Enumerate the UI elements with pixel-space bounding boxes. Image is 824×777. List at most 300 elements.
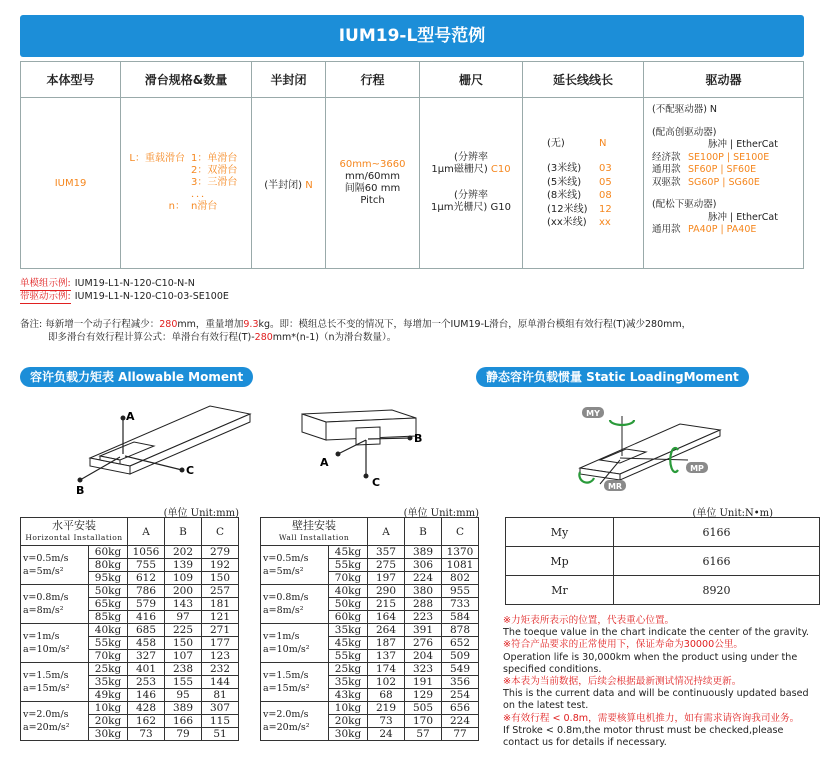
load-cell: 95kg	[89, 572, 128, 585]
moment-value-cell: 164	[368, 611, 405, 624]
model-table	[20, 61, 804, 269]
load-cell: 50kg	[329, 598, 368, 611]
label-c: C	[372, 476, 381, 489]
driver-row-label: 经济款	[652, 151, 681, 163]
load-cell: 25kg	[89, 663, 128, 676]
speed-label: v=0.8m/s	[263, 592, 309, 603]
moment-value-cell: 146	[128, 689, 165, 702]
static-moment-table	[505, 517, 820, 605]
speed-accel-cell	[261, 663, 329, 702]
moment-value-cell: 170	[405, 715, 442, 728]
moment-row	[21, 585, 239, 598]
moment-value-cell: 1370	[442, 546, 479, 559]
load-cell: 45kg	[329, 546, 368, 559]
driver-panasonic-title: (配松下驱动器)	[652, 199, 717, 210]
slide-spec-value: n滑台	[191, 201, 218, 212]
moment-value-cell: 139	[165, 559, 202, 572]
load-cell: 30kg	[329, 728, 368, 741]
load-cell: 70kg	[89, 650, 128, 663]
moment-value-cell: 192	[202, 559, 239, 572]
accel-label: a=10m/s²	[263, 644, 310, 655]
load-cell: 20kg	[89, 715, 128, 728]
slide-spec-line	[125, 201, 247, 213]
slide-spec-key	[125, 189, 191, 201]
scale-label-2b: 1μm光栅尺)	[430, 202, 488, 213]
moment-value-cell: 357	[368, 546, 405, 559]
moment-value-cell: 115	[202, 715, 239, 728]
remark-text-5: mm*(n-1)（n为滑台数量）。	[272, 332, 397, 343]
moment-value-cell: 458	[128, 637, 165, 650]
speed-accel-cell	[21, 546, 89, 585]
speed-label: v=0.8m/s	[23, 592, 69, 603]
extension-row	[547, 162, 643, 176]
moment-value-cell: 191	[405, 676, 442, 689]
moment-row	[261, 663, 479, 676]
label-mp: MP	[690, 464, 704, 473]
label-my: MY	[586, 409, 600, 418]
driver-row-code: SG60P | SG60E	[688, 176, 760, 188]
moment-value-cell: 200	[165, 585, 202, 598]
remark-text-3: kg。即：模组总长不变的情况下，每增加一个IUM19-L滑台，原单滑台模组有效行程(T)减少280mm，	[258, 319, 692, 330]
mode-label: 水平安装	[52, 518, 96, 532]
label-b: B	[76, 484, 85, 497]
example-single-tag: 单模组示例:	[20, 278, 71, 289]
horizontal-unit: (单位 Unit:mm)	[163, 508, 239, 519]
moment-value-cell: 77	[442, 728, 479, 741]
moment-value-cell: 204	[405, 650, 442, 663]
slide-spec-value: ．．．	[191, 189, 211, 200]
extension-label: (5米线)	[547, 176, 582, 188]
driver-row	[652, 224, 803, 237]
moment-value-cell: 73	[128, 728, 165, 741]
moment-value-cell: 121	[202, 611, 239, 624]
speed-accel-cell	[261, 585, 329, 624]
load-cell: 45kg	[329, 637, 368, 650]
static-moment-title: 静态容许负载惯量 Static LoadingMoment	[476, 367, 749, 387]
wall-install-diagram	[298, 400, 448, 500]
extension-row	[547, 203, 643, 217]
moment-value-cell: 181	[202, 598, 239, 611]
moment-value-cell: 97	[165, 611, 202, 624]
remark-text-1: 备注: 每新增一个动子行程减少：	[20, 319, 160, 330]
moment-value-cell: 733	[442, 598, 479, 611]
mode-header	[261, 518, 368, 546]
extension-label: (8米线)	[547, 190, 582, 201]
moment-value-cell: 68	[368, 689, 405, 702]
speed-accel-cell	[21, 663, 89, 702]
slide-spec-cell	[121, 98, 252, 269]
driver-row	[652, 152, 803, 165]
col-header-c: C	[202, 518, 239, 546]
moment-value-cell: 428	[128, 702, 165, 715]
moment-value-cell: 225	[165, 624, 202, 637]
moment-value-cell: 391	[405, 624, 442, 637]
static-label: My	[506, 518, 614, 547]
load-cell: 55kg	[329, 650, 368, 663]
semi-closed-code: N	[305, 179, 313, 191]
moment-row	[21, 663, 239, 676]
horizontal-install-diagram	[70, 400, 260, 500]
load-cell: 65kg	[89, 598, 128, 611]
accel-label: a=8m/s²	[263, 605, 304, 616]
moment-value-cell: 202	[165, 546, 202, 559]
slide-spec-list	[121, 149, 251, 217]
driver-row	[652, 177, 803, 190]
col-header-b: B	[405, 518, 442, 546]
mode-label-en: Horizontal Installation	[25, 532, 123, 542]
moment-value-cell: 356	[442, 676, 479, 689]
header-extension: 延长线线长	[523, 62, 644, 98]
label-a: A	[126, 410, 135, 423]
load-cell: 60kg	[329, 611, 368, 624]
moment-value-cell: 656	[442, 702, 479, 715]
remark	[20, 318, 804, 344]
moment-value-cell: 144	[202, 676, 239, 689]
slide-spec-key: L：重载滑台	[129, 153, 185, 164]
slide-spec-key	[125, 177, 191, 189]
extension-label: (xx米线)	[547, 217, 587, 228]
load-cell: 25kg	[329, 663, 368, 676]
load-cell: 70kg	[329, 572, 368, 585]
moment-value-cell: 253	[128, 676, 165, 689]
moment-value-cell: 238	[165, 663, 202, 676]
driver-cell	[644, 98, 804, 269]
moment-value-cell: 254	[442, 689, 479, 702]
stroke-range: 60mm~3660	[339, 159, 406, 170]
axis-a-line	[338, 440, 366, 454]
speed-label: v=1.5m/s	[263, 670, 309, 681]
load-cell: 35kg	[89, 676, 128, 689]
speed-accel-cell	[21, 624, 89, 663]
moment-row	[21, 546, 239, 559]
driver-gaochuang-head: 脉冲 | EtherCat	[708, 139, 778, 150]
col-header-b: B	[165, 518, 202, 546]
header-semi-closed: 半封闭	[252, 62, 326, 98]
note-line: Operation life is 30,000km when the product using under the specified conditions.	[503, 651, 798, 675]
example-driver-tag: 带驱动示例:	[20, 291, 71, 302]
remark-text-4: 即多滑台有效行程计算公式：单滑台有效行程(T)-	[48, 332, 255, 343]
scale-cell	[420, 98, 523, 269]
extension-code: N	[599, 137, 607, 149]
header-body-model: 本体型号	[21, 62, 121, 98]
moment-value-cell: 549	[442, 663, 479, 676]
moment-value-cell: 323	[405, 663, 442, 676]
moment-value-cell: 166	[165, 715, 202, 728]
moment-value-cell: 802	[442, 572, 479, 585]
extension-code: 05	[599, 176, 612, 188]
speed-label: v=2.0m/s	[23, 709, 69, 720]
speed-accel-cell	[261, 624, 329, 663]
static-row	[506, 576, 820, 605]
body-model-cell	[21, 98, 121, 269]
accel-label: a=20m/s²	[263, 722, 310, 733]
static-label: Mp	[506, 547, 614, 576]
driver-row	[652, 164, 803, 177]
load-cell: 55kg	[89, 637, 128, 650]
col-header-a: A	[128, 518, 165, 546]
moment-value-cell: 123	[202, 650, 239, 663]
moment-value-cell: 95	[165, 689, 202, 702]
moment-value-cell: 509	[442, 650, 479, 663]
horizontal-moment-table	[20, 517, 239, 741]
static-moment-diagram	[560, 398, 730, 498]
stroke-line4: Pitch	[360, 195, 385, 206]
mode-header	[21, 518, 128, 546]
speed-accel-cell	[261, 702, 329, 741]
driver-row-code: SE100P | SE100E	[688, 151, 770, 163]
header-driver: 驱动器	[644, 62, 804, 98]
mode-label: 壁挂安装	[292, 518, 336, 532]
note-line: ※力矩表所表示的位置，代表重心位置。	[503, 615, 675, 626]
driver-row-code: PA40P | PA40E	[688, 224, 757, 235]
page-title: IUM19-L型号范例	[338, 26, 486, 46]
moment-value-cell: 224	[442, 715, 479, 728]
moment-value-cell: 219	[368, 702, 405, 715]
page-title-banner	[20, 15, 804, 57]
accel-label: a=15m/s²	[23, 683, 70, 694]
moment-value-cell: 257	[202, 585, 239, 598]
moment-value-cell: 380	[405, 585, 442, 598]
scale-label-2: (分辨率	[454, 190, 488, 201]
col-header-c: C	[442, 518, 479, 546]
driver-row-code: SF60P | SF60E	[688, 164, 757, 175]
moment-value-cell: 786	[128, 585, 165, 598]
moment-value-cell: 276	[405, 637, 442, 650]
moment-value-cell: 579	[128, 598, 165, 611]
speed-label: v=0.5m/s	[263, 553, 309, 564]
speed-label: v=1m/s	[23, 631, 60, 642]
moment-value-cell: 584	[442, 611, 479, 624]
moment-value-cell: 150	[165, 637, 202, 650]
load-cell: 20kg	[329, 715, 368, 728]
speed-accel-cell	[261, 546, 329, 585]
moment-value-cell: 197	[368, 572, 405, 585]
load-cell: 35kg	[329, 676, 368, 689]
slide-spec-line	[125, 153, 247, 165]
example-driver	[20, 291, 229, 304]
slide-spec-value: 1：单滑台	[191, 153, 238, 164]
load-cell: 50kg	[89, 585, 128, 598]
moment-value-cell: 271	[202, 624, 239, 637]
moment-value-cell: 24	[368, 728, 405, 741]
header-slide-spec: 滑台规格&数量	[121, 62, 252, 98]
driver-block	[644, 104, 803, 237]
moment-value-cell: 389	[405, 546, 442, 559]
label-a: A	[320, 456, 329, 469]
stroke-line2: mm/60mm	[344, 171, 401, 182]
remark-value-1: 280	[159, 319, 178, 330]
load-cell: 40kg	[329, 585, 368, 598]
slide-spec-line	[125, 177, 247, 189]
remark-line-1	[20, 318, 804, 331]
moment-row	[261, 546, 479, 559]
moment-value-cell: 505	[405, 702, 442, 715]
moment-header-row	[261, 518, 479, 546]
load-cell: 60kg	[89, 546, 128, 559]
load-cell: 55kg	[329, 559, 368, 572]
extension-list	[523, 137, 643, 230]
moment-value-cell: 150	[202, 572, 239, 585]
label-mr: MR	[607, 482, 623, 491]
label-b: B	[414, 432, 423, 445]
note-line: ※符合产品要求的正常使用下，保证寿命为30000公里。	[503, 639, 744, 651]
extension-cell	[523, 98, 644, 269]
static-label: Mr	[506, 576, 614, 605]
moment-value-cell: 288	[405, 598, 442, 611]
example-single	[20, 278, 229, 291]
extension-row	[547, 216, 643, 230]
remark-line-2	[20, 331, 804, 344]
moment-header-row	[21, 518, 239, 546]
moment-value-cell: 137	[368, 650, 405, 663]
wall-moment-table	[260, 517, 479, 741]
moment-value-cell: 177	[202, 637, 239, 650]
remark-value-2: 9.3	[243, 319, 259, 330]
moment-value-cell: 155	[165, 676, 202, 689]
moment-value-cell: 1056	[128, 546, 165, 559]
note-line: If Stroke < 0.8m,the motor thrust must be checked,please contact us for details if necessary.	[503, 724, 784, 749]
moment-value-cell: 143	[165, 598, 202, 611]
moment-value-cell: 279	[202, 546, 239, 559]
wall-unit: (单位 Unit:mm)	[403, 508, 479, 519]
slide-spec-value: 2：双滑台	[191, 165, 238, 176]
moment-value-cell: 1081	[442, 559, 479, 572]
extension-code: 12	[599, 203, 612, 215]
moment-value-cell: 389	[165, 702, 202, 715]
load-cell: 80kg	[89, 559, 128, 572]
extension-label: (无)	[547, 137, 565, 149]
header-scale: 栅尺	[420, 62, 523, 98]
accel-label: a=8m/s²	[23, 605, 64, 616]
moment-value-cell: 107	[165, 650, 202, 663]
driver-row-label: 双驱款	[652, 176, 681, 188]
accel-label: a=20m/s²	[23, 722, 70, 733]
speed-label: v=0.5m/s	[23, 553, 69, 564]
example-driver-value: IUM19-L1-N-120-C10-03-SE100E	[74, 291, 229, 302]
moment-value-cell: 232	[202, 663, 239, 676]
example-single-value: IUM19-L1-N-120-C10-N-N	[74, 278, 195, 289]
moment-value-cell: 955	[442, 585, 479, 598]
allowable-moment-title: 容许负载力矩表 Allowable Moment	[20, 367, 253, 387]
speed-accel-cell	[21, 585, 89, 624]
moment-value-cell: 307	[202, 702, 239, 715]
moment-value-cell: 685	[128, 624, 165, 637]
extension-row	[547, 137, 643, 151]
moment-value-cell: 162	[128, 715, 165, 728]
driver-gaochuang-rows	[652, 152, 803, 190]
moment-row	[261, 702, 479, 715]
scale-code-2: G10	[490, 202, 512, 213]
static-value: 6166	[614, 518, 820, 547]
static-unit: (单位 Unit:N•m)	[692, 508, 773, 519]
accel-label: a=10m/s²	[23, 644, 70, 655]
slide-spec-value: 3：三滑台	[191, 177, 238, 188]
load-cell: 10kg	[89, 702, 128, 715]
moment-value-cell: 878	[442, 624, 479, 637]
moment-value-cell: 223	[405, 611, 442, 624]
moment-row	[21, 624, 239, 637]
static-row	[506, 547, 820, 576]
moment-value-cell: 612	[128, 572, 165, 585]
mode-label-en: Wall Installation	[278, 532, 350, 542]
moment-value-cell: 224	[405, 572, 442, 585]
note-line: This is the current data and will be continuously updated based on the latest test.	[503, 688, 809, 712]
scale-label-1b: 1μm磁栅尺)	[431, 164, 488, 175]
driver-row-label: 通用款	[652, 224, 681, 235]
extension-label: (3米线)	[547, 163, 582, 174]
moment-value-cell: 290	[368, 585, 405, 598]
load-cell: 35kg	[329, 624, 368, 637]
remark-text-2: mm，重量增加	[177, 319, 244, 330]
col-header-a: A	[368, 518, 405, 546]
moment-value-cell: 174	[368, 663, 405, 676]
moment-value-cell: 109	[165, 572, 202, 585]
driver-panasonic-head: 脉冲 | EtherCat	[708, 211, 778, 223]
load-cell: 85kg	[89, 611, 128, 624]
driver-panasonic-rows	[652, 224, 803, 237]
speed-accel-cell	[21, 702, 89, 741]
moment-value-cell: 79	[165, 728, 202, 741]
driver-row-label: 通用款	[652, 164, 681, 175]
load-cell: 10kg	[329, 702, 368, 715]
moment-row	[261, 585, 479, 598]
speed-label: v=1.5m/s	[23, 670, 69, 681]
speed-label: v=2.0m/s	[263, 709, 309, 720]
examples	[20, 278, 229, 304]
stroke-cell	[326, 98, 420, 269]
semi-closed-label: (半封闭)	[264, 179, 303, 191]
body-model-value: IUM19	[54, 177, 87, 189]
moment-value-cell: 81	[202, 689, 239, 702]
moment-value-cell: 401	[128, 663, 165, 676]
moment-value-cell: 129	[405, 689, 442, 702]
model-table-header	[21, 62, 804, 98]
load-cell: 40kg	[89, 624, 128, 637]
scale-code-1: C10	[490, 164, 511, 175]
moment-value-cell: 306	[405, 559, 442, 572]
header-stroke: 行程	[326, 62, 420, 98]
moment-value-cell: 275	[368, 559, 405, 572]
moment-value-cell: 57	[405, 728, 442, 741]
slide-spec-line	[125, 165, 247, 177]
driver-gaochuang-title: (配高创驱动器)	[652, 126, 717, 138]
label-c: C	[186, 464, 195, 477]
note-line: The toeque value in the chart indicate the center of the gravity.	[503, 627, 809, 639]
moment-row	[21, 702, 239, 715]
load-cell: 49kg	[89, 689, 128, 702]
extension-code: xx	[599, 217, 611, 228]
slide-spec-line	[125, 189, 247, 201]
moment-value-cell: 327	[128, 650, 165, 663]
note-line: ※本表为当前数据，后续会根据最新测试情况持续更新。	[503, 676, 742, 688]
extension-row	[547, 176, 643, 190]
load-cell: 30kg	[89, 728, 128, 741]
moment-value-cell: 215	[368, 598, 405, 611]
moment-value-cell: 187	[368, 637, 405, 650]
moment-value-cell: 73	[368, 715, 405, 728]
accel-label: a=5m/s²	[23, 566, 64, 577]
notes	[503, 615, 821, 749]
semi-closed-cell	[252, 98, 326, 269]
moment-value-cell: 416	[128, 611, 165, 624]
load-cell: 43kg	[329, 689, 368, 702]
scale-label-1: (分辨率	[454, 152, 488, 163]
remark-value-3: 280	[254, 332, 273, 343]
moment-value-cell: 652	[442, 637, 479, 650]
extension-code: 08	[599, 190, 612, 201]
accel-label: a=15m/s²	[263, 683, 310, 694]
slide-spec-key	[125, 165, 191, 177]
